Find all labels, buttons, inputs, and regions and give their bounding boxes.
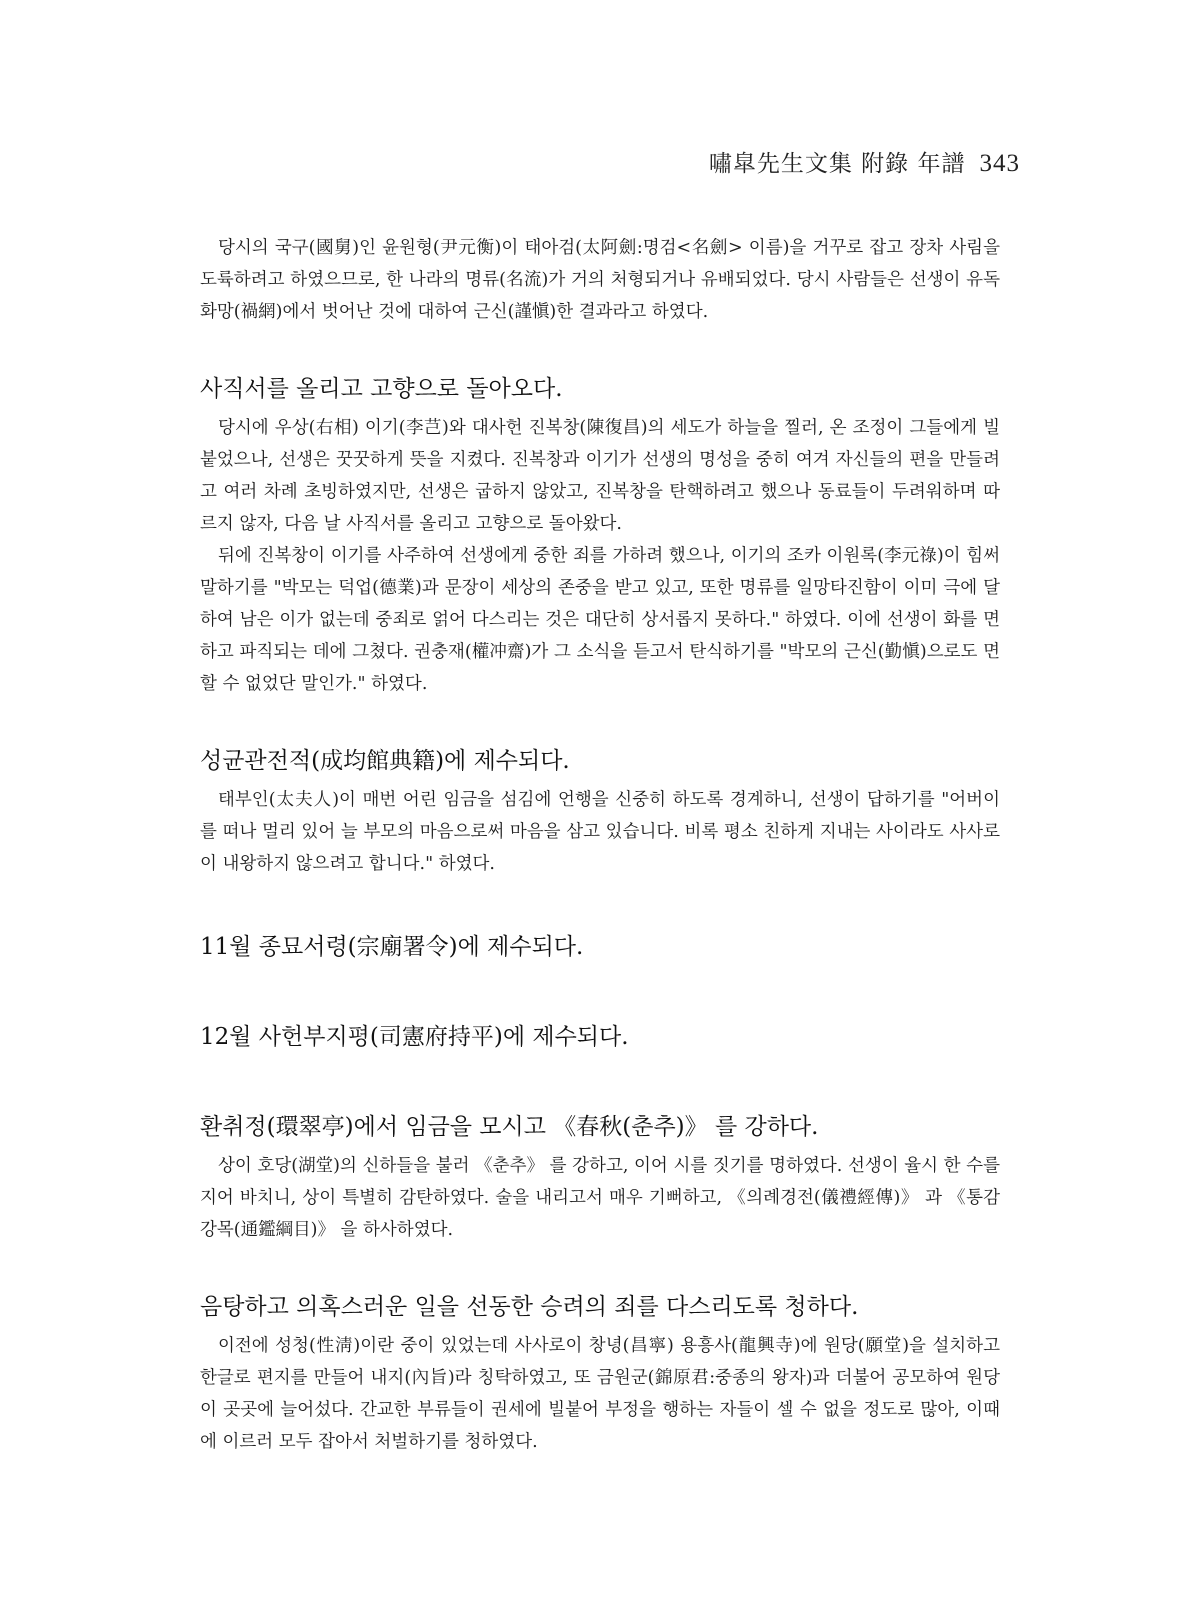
body-paragraph: 태부인(太夫人)이 매번 어린 임금을 섬김에 언행을 신중히 하도록 경계하니, 선생이 답하기를 "어버이를 떠나 멀리 있어 늘 부모의 마음으로써 마음을 삼고 있습니다. 비록 평소 친하게 지내는 사이라도 사사로이 내왕하지 않으려고 합니다." 하였다. xyxy=(200,790,1000,874)
section-heading: 환취정(環翠亭)에서 임금을 모시고 《春秋(춘추)》 를 강하다. xyxy=(200,1114,819,1140)
body-paragraph: 이전에 성청(性淸)이란 중이 있었는데 사사로이 창녕(昌寧) 용흥사(龍興寺)에 원당(願堂)을 설치하고 한글로 편지를 만들어 내지(內旨)라 칭탁하였고, 또 금원군(錦原君:중종의 왕자)과 더불어 공모하여 원당이 곳곳에 늘어섰다. 간교한 부류들이 권세에 빌붙어 부정을 행하는 자들이 셀 수 없을 정도로 많아, 이때에 이르러 모두 잡아서 처벌하기를 청하였다. xyxy=(200,1336,1000,1452)
section-heading: 12월 사헌부지평(司憲府持平)에 제수되다. xyxy=(200,1024,629,1050)
section-spacer xyxy=(200,328,1000,374)
section-spacer xyxy=(200,700,1000,746)
body-paragraph: 상이 호당(湖堂)의 신하들을 불러 《춘추》 를 강하고, 이어 시를 짓기를 명하였다. 선생이 율시 한 수를 지어 바치니, 상이 특별히 감탄하였다. 술을 내리고서 매우 기뻐하고, 《의례경전(儀禮經傳)》 과 《통감강목(通鑑綱目)》 을 하사하였다. xyxy=(200,1156,1000,1240)
section-heading: 사직서를 올리고 고향으로 돌아오다. xyxy=(200,376,563,402)
body-paragraph: 당시에 우상(右相) 이기(李芑)와 대사헌 진복창(陳復昌)의 세도가 하늘을 찔러, 온 조정이 그들에게 빌붙었으나, 선생은 꿋꿋하게 뜻을 지켰다. 진복창과 이기가 선생의 명성을 중히 여겨 자신들의 편을 만들려고 여러 차례 초빙하였지만, 선생은 굽하지 않았고, 진복창을 탄핵하려고 했으나 동료들이 두려워하며 따르지 않자, 다음 날 사직서를 올리고 고향으로 돌아왔다. xyxy=(200,418,1000,534)
main-content xyxy=(200,232,1000,1458)
section-spacer xyxy=(200,962,1000,1022)
body-paragraph: 뒤에 진복창이 이기를 사주하여 선생에게 중한 죄를 가하려 했으나, 이기의 조카 이원록(李元祿)이 힘써 말하기를 "박모는 덕업(德業)과 문장이 세상의 존중을 받고 있고, 또한 명류를 일망타진함이 이미 극에 달하여 남은 이가 없는데 중죄로 얽어 다스리는 것은 대단히 상서롭지 못하다." 하였다. 이에 선생이 화를 면하고 파직되는 데에 그쳤다. 권충재(權冲齋)가 그 소식을 듣고서 탄식하기를 "박모의 근신(勤愼)으로도 면할 수 없었단 말인가." 하였다. xyxy=(200,546,1000,694)
running-header xyxy=(709,145,1020,178)
body-paragraph: 당시의 국구(國舅)인 윤원형(尹元衡)이 태아검(太阿劍:명검<名劍> 이름)을 거꾸로 잡고 장차 사림을 도륙하려고 하였으므로, 한 나라의 명류(名流)가 거의 처형되거나 유배되었다. 당시 사람들은 선생이 유독 화망(禍網)에서 벗어난 것에 대하여 근신(謹愼)한 결과라고 하였다. xyxy=(200,238,1000,322)
section-heading: 음탕하고 의혹스러운 일을 선동한 승려의 죄를 다스리도록 청하다. xyxy=(200,1294,859,1320)
section-heading: 11월 종묘서령(宗廟署令)에 제수되다. xyxy=(200,934,584,960)
section-spacer xyxy=(200,880,1000,932)
page-number: 343 xyxy=(979,150,1020,177)
section-spacer xyxy=(200,1052,1000,1112)
section-spacer xyxy=(200,1246,1000,1292)
running-title: 嘯皐先生文集 附錄 年譜 xyxy=(708,151,966,177)
section-heading: 성균관전적(成均館典籍)에 제수되다. xyxy=(200,748,570,774)
